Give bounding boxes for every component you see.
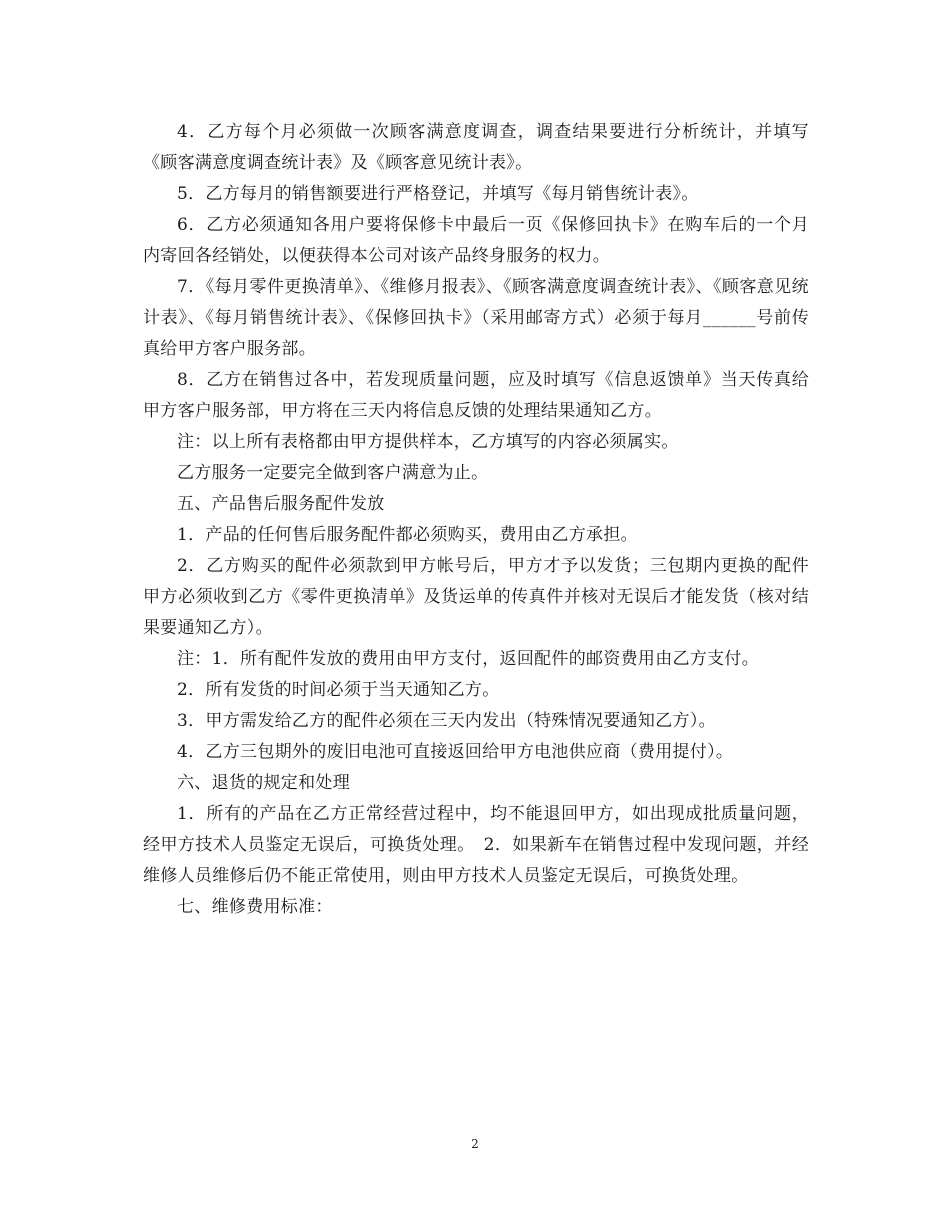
section-heading-6: 六、退货的规定和处理 bbox=[177, 773, 350, 793]
paragraph-item-8: 8．乙方在销售过各中，若发现质量问题，应及时填写《信息返馈单》当天传真给甲方客户服务部，甲方将在三天内将信息反馈的处理结果通知乙方。 bbox=[143, 370, 809, 421]
returns-items: 1．所有的产品在乙方正常经营过程中，均不能退回甲方，如出现成批质量问题，经甲方技术人员鉴定无误后，可换货处理。 2．如果新车在销售过程中发现问题，并经维修人员维修后仍不能正常使用，则由甲方技术人员鉴定无误后，可换货处理。 bbox=[143, 804, 809, 886]
parts-item-1: 1．产品的任何售后服务配件都必须购买，费用由乙方承担。 bbox=[177, 525, 638, 545]
service-statement: 乙方服务一定要完全做到客户满意为止。 bbox=[177, 463, 489, 483]
parts-note-1: 注：1．所有配件发放的费用由甲方支付，返回配件的邮资费用由乙方支付。 bbox=[177, 649, 760, 669]
note-forms: 注：以上所有表格都由甲方提供样本，乙方填写的内容必须属实。 bbox=[177, 432, 679, 452]
section-heading-7: 七、维修费用标准： bbox=[177, 897, 333, 917]
paragraph-item-4: 4．乙方每个月必须做一次顾客满意度调查，调查结果要进行分析统计，并填写《顾客满意度调查统计表》及《顾客意见统计表》。 bbox=[143, 122, 809, 173]
parts-note-4: 4．乙方三包期外的废旧电池可直接返回给甲方电池供应商（费用提付）。 bbox=[177, 742, 734, 762]
parts-item-2: 2．乙方购买的配件必须款到甲方帐号后，甲方才予以发货；三包期内更换的配件甲方必须收到乙方《零件更换清单》及货运单的传真件并核对无误后才能发货（核对结果要通知乙方）。 bbox=[143, 556, 809, 638]
page-number: 2 bbox=[471, 1137, 479, 1151]
section-heading-5: 五、产品售后服务配件发放 bbox=[177, 494, 385, 514]
paragraph-item-7: 7．《每月零件更换清单》、《维修月报表》、《顾客满意度调查统计表》、《顾客意见统计表》、《每月销售统计表》、《保修回执卡》（采用邮寄方式）必须于每月______号前传真给甲方客户服务部。 bbox=[143, 277, 809, 359]
parts-note-3: 3．甲方需发给乙方的配件必须在三天内发出（特殊情况要通知乙方）。 bbox=[177, 711, 716, 731]
parts-note-2: 2．所有发货的时间必须于当天通知乙方。 bbox=[177, 680, 500, 700]
paragraph-item-6: 6．乙方必须通知各用户要将保修卡中最后一页《保修回执卡》在购车后的一个月内寄回各经销处，以便获得本公司对该产品终身服务的权力。 bbox=[143, 215, 809, 266]
document-body bbox=[143, 117, 809, 923]
paragraph-item-5: 5．乙方每月的销售额要进行严格登记，并填写《每月销售统计表》。 bbox=[177, 184, 699, 204]
